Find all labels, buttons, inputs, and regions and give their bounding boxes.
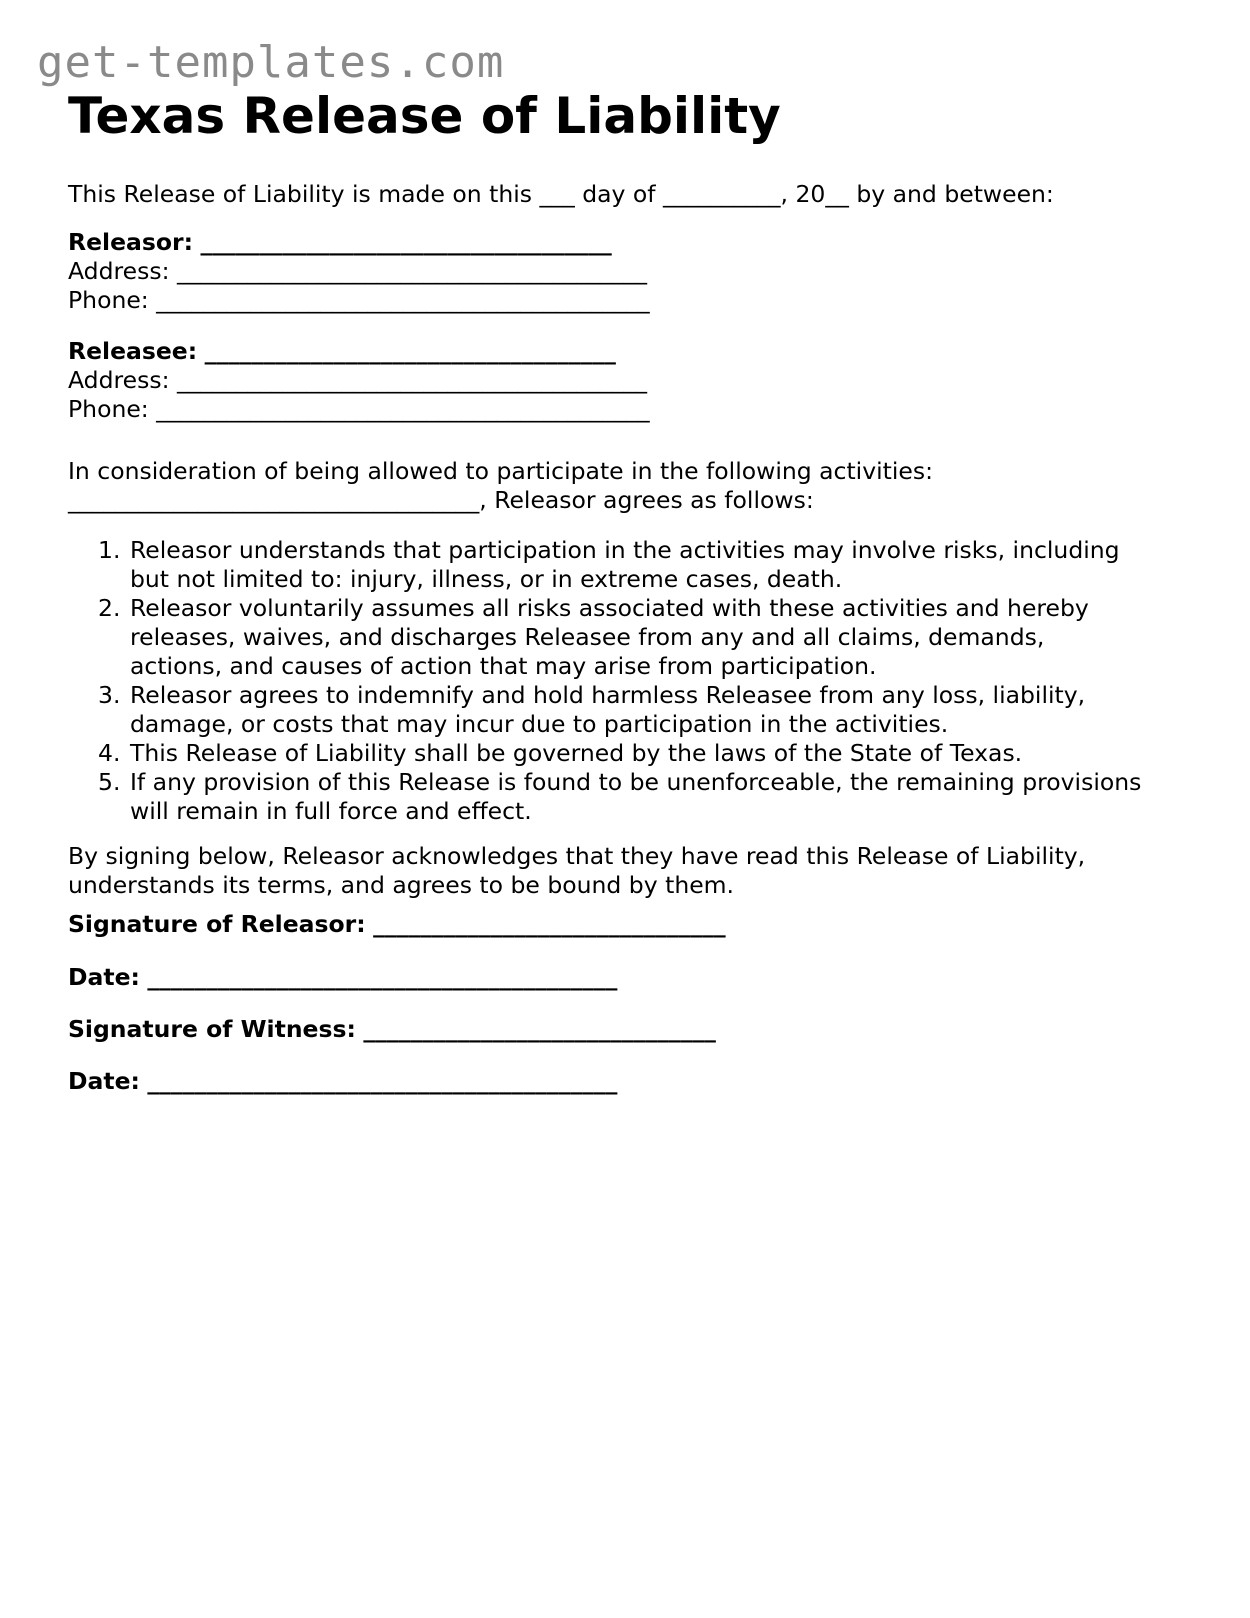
acknowledgment-line-1: By signing below, Releasor acknowledges that they have read this Release of Liability,	[68, 842, 1086, 870]
document-title: Texas Release of Liability	[68, 87, 781, 145]
term-text-line: will remain in full force and effect.	[130, 797, 532, 825]
term-text-line: Releasor voluntarily assumes all risks associated with these activities and hereby	[130, 594, 1089, 622]
releasor-date-label: Date:	[68, 963, 140, 991]
term-number: 5.	[98, 768, 121, 796]
consideration-paragraph	[68, 457, 933, 515]
releasor-address-field[interactable]: Address: ________________________________________	[68, 257, 647, 285]
term-number: 1.	[98, 536, 121, 564]
term-item	[68, 768, 1141, 826]
releasee-name-field[interactable]: ___________________________________	[204, 337, 616, 365]
term-text-line: If any provision of this Release is found to be unenforceable, the remaining provisions	[130, 768, 1142, 796]
witness-signature-row	[68, 1015, 716, 1044]
term-text-line: Releasor understands that participation in the activities may involve risks, including	[130, 536, 1120, 564]
term-text-line: Releasor agrees to indemnify and hold harmless Releasee from any loss, liability,	[130, 681, 1086, 709]
term-number: 4.	[98, 739, 121, 767]
term-text-line: releases, waives, and discharges Releasee from any and all claims, demands,	[130, 623, 1045, 651]
releasee-phone-field[interactable]: Phone: __________________________________________	[68, 395, 650, 423]
consideration-line-1: In consideration of being allowed to participate in the following activities:	[68, 457, 933, 485]
term-number: 3.	[98, 681, 121, 709]
witness-signature-field[interactable]: ______________________________	[363, 1015, 716, 1043]
releasor-name-field[interactable]: ___________________________________	[200, 228, 612, 256]
watermark: get-templates.com	[37, 37, 505, 88]
releasor-date-field[interactable]: ________________________________________	[147, 963, 618, 991]
term-item	[68, 536, 1141, 594]
witness-signature-label: Signature of Witness:	[68, 1015, 356, 1043]
witness-date-field[interactable]: ________________________________________	[147, 1067, 618, 1095]
releasor-signature-field[interactable]: ______________________________	[373, 910, 726, 938]
term-text-line: damage, or costs that may incur due to participation in the activities.	[130, 710, 949, 738]
releasor-signature-row	[68, 910, 726, 939]
releasor-signature-label: Signature of Releasor:	[68, 910, 366, 938]
witness-date-row	[68, 1067, 617, 1096]
term-number: 2.	[98, 594, 121, 622]
term-text-line: actions, and causes of action that may arise from participation.	[130, 652, 877, 680]
acknowledgment-paragraph	[68, 842, 1085, 900]
releasor-date-row	[68, 963, 617, 992]
intro-paragraph: This Release of Liability is made on this ___ day of __________, 20__ by and between:	[68, 180, 1054, 208]
releasor-block	[68, 228, 650, 315]
terms-list	[68, 536, 1141, 826]
acknowledgment-line-2: understands its terms, and agrees to be bound by them.	[68, 871, 735, 899]
term-item	[68, 681, 1141, 739]
term-text-line: but not limited to: injury, illness, or in extreme cases, death.	[130, 565, 843, 593]
term-item	[68, 739, 1141, 768]
releasor-phone-field[interactable]: Phone: __________________________________________	[68, 286, 650, 314]
releasee-address-field[interactable]: Address: ________________________________________	[68, 366, 647, 394]
term-item	[68, 594, 1141, 681]
witness-date-label: Date:	[68, 1067, 140, 1095]
term-text-line: This Release of Liability shall be governed by the laws of the State of Texas.	[130, 739, 1023, 767]
releasee-label: Releasee:	[68, 337, 198, 365]
releasor-label: Releasor:	[68, 228, 194, 256]
consideration-line-2[interactable]: ___________________________________, Releasor agrees as follows:	[68, 486, 814, 514]
releasee-block	[68, 337, 650, 424]
